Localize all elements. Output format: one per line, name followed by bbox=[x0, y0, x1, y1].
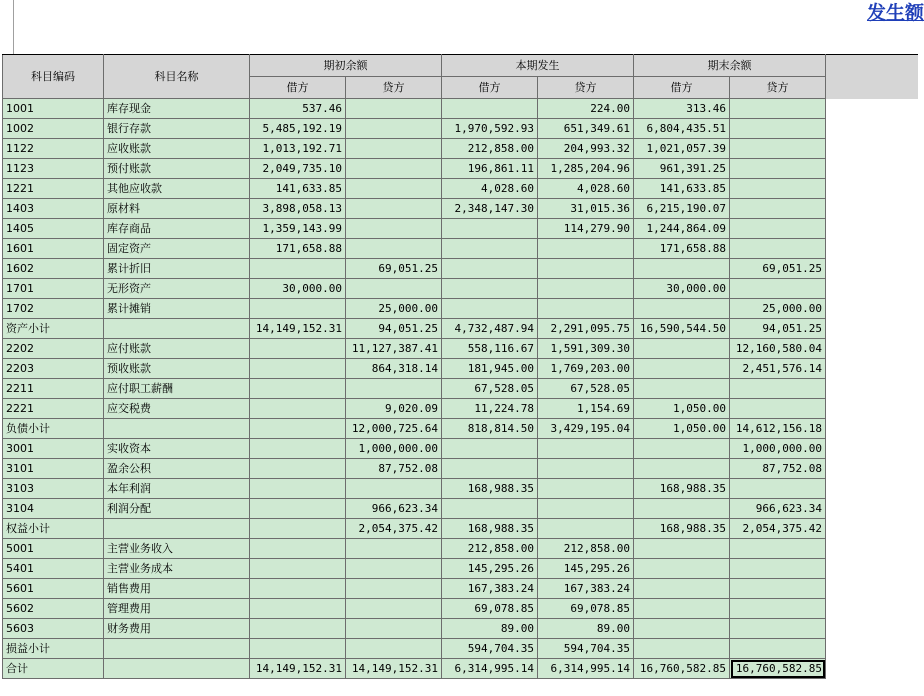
cell-period-credit[interactable]: 204,993.32 bbox=[538, 139, 634, 159]
cell-period-debit[interactable]: 89.00 bbox=[442, 619, 538, 639]
cell-closing-credit[interactable] bbox=[730, 279, 826, 299]
cell-closing-debit[interactable]: 313.46 bbox=[634, 99, 730, 119]
cell-period-debit[interactable] bbox=[442, 279, 538, 299]
cell-period-debit[interactable]: 67,528.05 bbox=[442, 379, 538, 399]
cell-opening-credit[interactable]: 87,752.08 bbox=[346, 459, 442, 479]
cell-closing-credit[interactable] bbox=[730, 619, 826, 639]
cell-opening-credit[interactable] bbox=[346, 619, 442, 639]
cell-opening-debit[interactable] bbox=[250, 519, 346, 539]
table-row[interactable] bbox=[3, 119, 826, 139]
cell-account-code[interactable]: 1123 bbox=[3, 159, 104, 179]
cell-account-name[interactable] bbox=[104, 659, 250, 679]
cell-closing-credit[interactable] bbox=[730, 579, 826, 599]
header-account-name[interactable]: 科目名称 bbox=[104, 55, 250, 99]
cell-closing-credit[interactable] bbox=[730, 599, 826, 619]
cell-account-code[interactable]: 1601 bbox=[3, 239, 104, 259]
table-row[interactable] bbox=[3, 579, 826, 599]
cell-closing-debit[interactable]: 16,590,544.50 bbox=[634, 319, 730, 339]
cell-account-name[interactable]: 银行存款 bbox=[104, 119, 250, 139]
cell-account-name[interactable]: 利润分配 bbox=[104, 499, 250, 519]
table-row[interactable] bbox=[3, 559, 826, 579]
cell-opening-debit[interactable] bbox=[250, 539, 346, 559]
cell-closing-credit[interactable]: 966,623.34 bbox=[730, 499, 826, 519]
cell-closing-credit[interactable] bbox=[730, 639, 826, 659]
cell-period-debit[interactable]: 212,858.00 bbox=[442, 539, 538, 559]
cell-opening-credit[interactable] bbox=[346, 99, 442, 119]
cell-closing-credit[interactable]: 69,051.25 bbox=[730, 259, 826, 279]
cell-account-name[interactable]: 主营业务成本 bbox=[104, 559, 250, 579]
cell-period-debit[interactable]: 196,861.11 bbox=[442, 159, 538, 179]
cell-period-debit[interactable] bbox=[442, 299, 538, 319]
table-row[interactable] bbox=[3, 639, 826, 659]
cell-closing-credit[interactable] bbox=[730, 159, 826, 179]
cell-account-code[interactable]: 5401 bbox=[3, 559, 104, 579]
cell-closing-credit[interactable]: 12,160,580.04 bbox=[730, 339, 826, 359]
cell-period-credit[interactable]: 114,279.90 bbox=[538, 219, 634, 239]
cell-opening-debit[interactable] bbox=[250, 399, 346, 419]
cell-period-debit[interactable]: 212,858.00 bbox=[442, 139, 538, 159]
cell-opening-debit[interactable] bbox=[250, 619, 346, 639]
cell-account-code[interactable]: 3103 bbox=[3, 479, 104, 499]
cell-account-name[interactable]: 应交税费 bbox=[104, 399, 250, 419]
cell-period-credit[interactable]: 3,429,195.04 bbox=[538, 419, 634, 439]
cell-opening-debit[interactable] bbox=[250, 359, 346, 379]
cell-period-credit[interactable] bbox=[538, 439, 634, 459]
cell-period-credit[interactable]: 1,285,204.96 bbox=[538, 159, 634, 179]
header-opening-balance: 期初余额 bbox=[250, 55, 442, 77]
cell-account-name[interactable]: 库存现金 bbox=[104, 99, 250, 119]
cell-account-code[interactable]: 合计 bbox=[3, 659, 104, 679]
table-row[interactable] bbox=[3, 299, 826, 319]
cell-account-code[interactable]: 2221 bbox=[3, 399, 104, 419]
cell-period-debit[interactable]: 4,028.60 bbox=[442, 179, 538, 199]
cell-opening-debit[interactable]: 14,149,152.31 bbox=[250, 319, 346, 339]
cell-opening-credit[interactable]: 94,051.25 bbox=[346, 319, 442, 339]
cell-closing-credit[interactable] bbox=[730, 479, 826, 499]
cell-opening-credit[interactable] bbox=[346, 139, 442, 159]
cell-account-code[interactable]: 1403 bbox=[3, 199, 104, 219]
cell-closing-debit[interactable]: 171,658.88 bbox=[634, 239, 730, 259]
cell-closing-debit[interactable]: 168,988.35 bbox=[634, 519, 730, 539]
cell-opening-debit[interactable] bbox=[250, 599, 346, 619]
cell-closing-credit[interactable]: 2,054,375.42 bbox=[730, 519, 826, 539]
cell-account-code[interactable]: 1701 bbox=[3, 279, 104, 299]
cell-closing-credit[interactable] bbox=[730, 379, 826, 399]
cell-opening-debit[interactable] bbox=[250, 559, 346, 579]
cell-account-name[interactable]: 销售费用 bbox=[104, 579, 250, 599]
cell-account-code[interactable]: 1221 bbox=[3, 179, 104, 199]
cell-opening-credit[interactable]: 12,000,725.64 bbox=[346, 419, 442, 439]
table-row[interactable] bbox=[3, 339, 826, 359]
cell-closing-credit[interactable] bbox=[730, 199, 826, 219]
cell-period-debit[interactable] bbox=[442, 99, 538, 119]
cell-opening-debit[interactable] bbox=[250, 459, 346, 479]
report-title-link[interactable]: 发生额 bbox=[866, 2, 924, 24]
cell-account-name[interactable]: 本年利润 bbox=[104, 479, 250, 499]
header-closing-debit[interactable]: 借方 bbox=[634, 77, 730, 99]
cell-closing-debit[interactable]: 1,021,057.39 bbox=[634, 139, 730, 159]
cell-account-name[interactable]: 应付账款 bbox=[104, 339, 250, 359]
cell-opening-credit[interactable] bbox=[346, 579, 442, 599]
cell-account-code[interactable]: 负债小计 bbox=[3, 419, 104, 439]
cell-period-debit[interactable]: 145,295.26 bbox=[442, 559, 538, 579]
cell-closing-debit[interactable] bbox=[634, 619, 730, 639]
cell-account-name[interactable]: 累计摊销 bbox=[104, 299, 250, 319]
cell-period-debit[interactable] bbox=[442, 499, 538, 519]
cell-period-debit[interactable] bbox=[442, 219, 538, 239]
cell-opening-debit[interactable] bbox=[250, 379, 346, 399]
table-row[interactable] bbox=[3, 499, 826, 519]
cell-opening-debit[interactable]: 141,633.85 bbox=[250, 179, 346, 199]
cell-closing-credit[interactable]: 1,000,000.00 bbox=[730, 439, 826, 459]
cell-period-debit[interactable]: 558,116.67 bbox=[442, 339, 538, 359]
cell-opening-debit[interactable] bbox=[250, 439, 346, 459]
cell-closing-debit[interactable] bbox=[634, 459, 730, 479]
cell-closing-credit[interactable]: 16,760,582.85 bbox=[730, 659, 826, 679]
cell-closing-debit[interactable] bbox=[634, 379, 730, 399]
table-row[interactable] bbox=[3, 359, 826, 379]
cell-account-code[interactable]: 3104 bbox=[3, 499, 104, 519]
cell-account-name[interactable] bbox=[104, 419, 250, 439]
cell-opening-credit[interactable] bbox=[346, 479, 442, 499]
cell-opening-credit[interactable] bbox=[346, 239, 442, 259]
table-row[interactable] bbox=[3, 139, 826, 159]
cell-closing-debit[interactable] bbox=[634, 299, 730, 319]
cell-account-code[interactable]: 权益小计 bbox=[3, 519, 104, 539]
cell-opening-debit[interactable]: 14,149,152.31 bbox=[250, 659, 346, 679]
header-opening-credit[interactable]: 贷方 bbox=[346, 77, 442, 99]
cell-account-name[interactable]: 固定资产 bbox=[104, 239, 250, 259]
balance-table bbox=[2, 54, 826, 679]
table-row[interactable] bbox=[3, 439, 826, 459]
cell-period-debit[interactable]: 6,314,995.14 bbox=[442, 659, 538, 679]
trial-balance-grid bbox=[2, 54, 918, 696]
cell-closing-debit[interactable] bbox=[634, 579, 730, 599]
table-row[interactable] bbox=[3, 519, 826, 539]
cell-account-code[interactable]: 资产小计 bbox=[3, 319, 104, 339]
cell-opening-debit[interactable]: 537.46 bbox=[250, 99, 346, 119]
cell-period-credit[interactable] bbox=[538, 459, 634, 479]
cell-closing-debit[interactable] bbox=[634, 559, 730, 579]
cell-period-credit[interactable]: 167,383.24 bbox=[538, 579, 634, 599]
cell-period-debit[interactable] bbox=[442, 259, 538, 279]
cell-opening-credit[interactable]: 1,000,000.00 bbox=[346, 439, 442, 459]
cell-period-debit[interactable] bbox=[442, 439, 538, 459]
header-period-debit[interactable]: 借方 bbox=[442, 77, 538, 99]
cell-opening-debit[interactable]: 1,013,192.71 bbox=[250, 139, 346, 159]
table-row[interactable] bbox=[3, 539, 826, 559]
cell-account-name[interactable] bbox=[104, 319, 250, 339]
cell-closing-credit[interactable]: 2,451,576.14 bbox=[730, 359, 826, 379]
cell-closing-debit[interactable]: 168,988.35 bbox=[634, 479, 730, 499]
cell-closing-debit[interactable]: 16,760,582.85 bbox=[634, 659, 730, 679]
cell-opening-debit[interactable]: 171,658.88 bbox=[250, 239, 346, 259]
table-row[interactable] bbox=[3, 199, 826, 219]
cell-opening-debit[interactable] bbox=[250, 479, 346, 499]
cell-account-name[interactable]: 库存商品 bbox=[104, 219, 250, 239]
table-row[interactable] bbox=[3, 419, 826, 439]
cell-period-credit[interactable]: 6,314,995.14 bbox=[538, 659, 634, 679]
cell-account-code[interactable]: 5602 bbox=[3, 599, 104, 619]
cell-opening-debit[interactable] bbox=[250, 339, 346, 359]
cell-closing-debit[interactable] bbox=[634, 599, 730, 619]
cell-account-code[interactable]: 2211 bbox=[3, 379, 104, 399]
cell-opening-credit[interactable]: 14,149,152.31 bbox=[346, 659, 442, 679]
cell-account-name[interactable]: 主营业务收入 bbox=[104, 539, 250, 559]
cell-closing-credit[interactable]: 87,752.08 bbox=[730, 459, 826, 479]
cell-closing-credit[interactable] bbox=[730, 219, 826, 239]
cell-closing-debit[interactable]: 6,804,435.51 bbox=[634, 119, 730, 139]
cell-period-credit[interactable]: 31,015.36 bbox=[538, 199, 634, 219]
cell-account-code[interactable]: 1002 bbox=[3, 119, 104, 139]
cell-period-credit[interactable] bbox=[538, 479, 634, 499]
cell-opening-debit[interactable]: 30,000.00 bbox=[250, 279, 346, 299]
cell-closing-debit[interactable]: 141,633.85 bbox=[634, 179, 730, 199]
cell-opening-debit[interactable] bbox=[250, 499, 346, 519]
cell-account-code[interactable]: 2202 bbox=[3, 339, 104, 359]
table-row[interactable] bbox=[3, 239, 826, 259]
cell-opening-credit[interactable] bbox=[346, 219, 442, 239]
cell-account-name[interactable]: 预付账款 bbox=[104, 159, 250, 179]
cell-period-debit[interactable]: 181,945.00 bbox=[442, 359, 538, 379]
cell-period-credit[interactable]: 1,769,203.00 bbox=[538, 359, 634, 379]
table-row[interactable] bbox=[3, 479, 826, 499]
cell-period-credit[interactable] bbox=[538, 519, 634, 539]
table-row[interactable] bbox=[3, 219, 826, 239]
cell-closing-debit[interactable]: 6,215,190.07 bbox=[634, 199, 730, 219]
cell-opening-credit[interactable] bbox=[346, 539, 442, 559]
table-row[interactable] bbox=[3, 599, 826, 619]
cell-closing-credit[interactable]: 14,612,156.18 bbox=[730, 419, 826, 439]
cell-period-credit[interactable] bbox=[538, 279, 634, 299]
cell-closing-credit[interactable] bbox=[730, 539, 826, 559]
table-row[interactable] bbox=[3, 379, 826, 399]
cell-period-credit[interactable] bbox=[538, 499, 634, 519]
cell-account-name[interactable]: 应收账款 bbox=[104, 139, 250, 159]
cell-account-name[interactable]: 无形资产 bbox=[104, 279, 250, 299]
cell-account-name[interactable]: 财务费用 bbox=[104, 619, 250, 639]
cell-period-debit[interactable]: 594,704.35 bbox=[442, 639, 538, 659]
cell-opening-debit[interactable]: 1,359,143.99 bbox=[250, 219, 346, 239]
cell-opening-credit[interactable]: 966,623.34 bbox=[346, 499, 442, 519]
cell-closing-credit[interactable]: 94,051.25 bbox=[730, 319, 826, 339]
cell-account-name[interactable] bbox=[104, 639, 250, 659]
cell-account-code[interactable]: 损益小计 bbox=[3, 639, 104, 659]
cell-opening-credit[interactable]: 864,318.14 bbox=[346, 359, 442, 379]
cell-opening-debit[interactable] bbox=[250, 639, 346, 659]
cell-opening-debit[interactable]: 3,898,058.13 bbox=[250, 199, 346, 219]
cell-account-code[interactable]: 1122 bbox=[3, 139, 104, 159]
cell-opening-credit[interactable] bbox=[346, 119, 442, 139]
cell-opening-credit[interactable]: 69,051.25 bbox=[346, 259, 442, 279]
cell-closing-debit[interactable]: 961,391.25 bbox=[634, 159, 730, 179]
cell-period-debit[interactable]: 168,988.35 bbox=[442, 519, 538, 539]
cell-account-code[interactable]: 5001 bbox=[3, 539, 104, 559]
cell-period-credit[interactable]: 651,349.61 bbox=[538, 119, 634, 139]
cell-period-credit[interactable]: 1,154.69 bbox=[538, 399, 634, 419]
cell-account-name[interactable]: 管理费用 bbox=[104, 599, 250, 619]
cell-closing-debit[interactable] bbox=[634, 439, 730, 459]
cell-opening-credit[interactable]: 11,127,387.41 bbox=[346, 339, 442, 359]
cell-opening-credit[interactable]: 9,020.09 bbox=[346, 399, 442, 419]
table-body bbox=[3, 99, 826, 679]
cell-opening-debit[interactable] bbox=[250, 419, 346, 439]
cell-closing-debit[interactable]: 30,000.00 bbox=[634, 279, 730, 299]
cell-period-debit[interactable]: 818,814.50 bbox=[442, 419, 538, 439]
cell-period-credit[interactable] bbox=[538, 259, 634, 279]
top-area bbox=[0, 0, 924, 54]
cell-closing-credit[interactable]: 25,000.00 bbox=[730, 299, 826, 319]
cell-opening-credit[interactable] bbox=[346, 179, 442, 199]
cell-closing-credit[interactable] bbox=[730, 239, 826, 259]
cell-account-name[interactable]: 盈余公积 bbox=[104, 459, 250, 479]
table-row[interactable] bbox=[3, 619, 826, 639]
cell-period-credit[interactable]: 67,528.05 bbox=[538, 379, 634, 399]
cell-closing-debit[interactable] bbox=[634, 639, 730, 659]
cell-period-debit[interactable]: 168,988.35 bbox=[442, 479, 538, 499]
cell-closing-debit[interactable]: 1,050.00 bbox=[634, 419, 730, 439]
header-closing-balance: 期末余额 bbox=[634, 55, 826, 77]
cell-period-debit[interactable]: 4,732,487.94 bbox=[442, 319, 538, 339]
table-row[interactable] bbox=[3, 659, 826, 679]
cell-opening-credit[interactable] bbox=[346, 639, 442, 659]
table-row[interactable] bbox=[3, 179, 826, 199]
cell-account-name[interactable]: 实收资本 bbox=[104, 439, 250, 459]
cell-period-credit[interactable]: 212,858.00 bbox=[538, 539, 634, 559]
cell-account-code[interactable]: 5601 bbox=[3, 579, 104, 599]
header-closing-credit[interactable]: 贷方 bbox=[730, 77, 826, 99]
cell-account-code[interactable]: 1001 bbox=[3, 99, 104, 119]
header-period-credit[interactable]: 贷方 bbox=[538, 77, 634, 99]
cell-closing-credit[interactable] bbox=[730, 179, 826, 199]
cell-opening-credit[interactable] bbox=[346, 379, 442, 399]
cell-opening-debit[interactable] bbox=[250, 259, 346, 279]
cell-account-name[interactable]: 预收账款 bbox=[104, 359, 250, 379]
cell-opening-debit[interactable]: 2,049,735.10 bbox=[250, 159, 346, 179]
cell-account-code[interactable]: 1405 bbox=[3, 219, 104, 239]
cell-period-debit[interactable]: 167,383.24 bbox=[442, 579, 538, 599]
cell-period-credit[interactable]: 2,291,095.75 bbox=[538, 319, 634, 339]
cell-period-credit[interactable]: 1,591,309.30 bbox=[538, 339, 634, 359]
cell-closing-debit[interactable]: 1,050.00 bbox=[634, 399, 730, 419]
table-row[interactable] bbox=[3, 159, 826, 179]
cell-period-credit[interactable] bbox=[538, 239, 634, 259]
cell-closing-debit[interactable] bbox=[634, 359, 730, 379]
cell-account-code[interactable]: 2203 bbox=[3, 359, 104, 379]
cell-period-debit[interactable] bbox=[442, 459, 538, 479]
cell-closing-debit[interactable] bbox=[634, 259, 730, 279]
cell-opening-debit[interactable]: 5,485,192.19 bbox=[250, 119, 346, 139]
cell-period-debit[interactable]: 1,970,592.93 bbox=[442, 119, 538, 139]
header-account-code[interactable]: 科目编码 bbox=[3, 55, 104, 99]
table-row[interactable] bbox=[3, 99, 826, 119]
cell-period-credit[interactable]: 89.00 bbox=[538, 619, 634, 639]
cell-closing-credit[interactable] bbox=[730, 559, 826, 579]
cell-opening-debit[interactable] bbox=[250, 579, 346, 599]
cell-period-debit[interactable] bbox=[442, 239, 538, 259]
cell-period-debit[interactable]: 11,224.78 bbox=[442, 399, 538, 419]
cell-period-debit[interactable]: 2,348,147.30 bbox=[442, 199, 538, 219]
cell-opening-credit[interactable]: 25,000.00 bbox=[346, 299, 442, 319]
cell-account-code[interactable]: 3001 bbox=[3, 439, 104, 459]
cell-opening-credit[interactable] bbox=[346, 599, 442, 619]
cell-period-debit[interactable]: 69,078.85 bbox=[442, 599, 538, 619]
cell-opening-credit[interactable] bbox=[346, 199, 442, 219]
cell-closing-credit[interactable] bbox=[730, 399, 826, 419]
cell-closing-debit[interactable]: 1,244,864.09 bbox=[634, 219, 730, 239]
cell-account-code[interactable]: 1602 bbox=[3, 259, 104, 279]
cell-closing-credit[interactable] bbox=[730, 119, 826, 139]
cell-period-credit[interactable] bbox=[538, 299, 634, 319]
table-row[interactable] bbox=[3, 259, 826, 279]
cell-period-credit[interactable]: 224.00 bbox=[538, 99, 634, 119]
cell-opening-credit[interactable] bbox=[346, 279, 442, 299]
cell-account-name[interactable]: 累计折旧 bbox=[104, 259, 250, 279]
cell-opening-credit[interactable] bbox=[346, 559, 442, 579]
table-row[interactable] bbox=[3, 279, 826, 299]
table-row[interactable] bbox=[3, 459, 826, 479]
cell-opening-credit[interactable]: 2,054,375.42 bbox=[346, 519, 442, 539]
left-strip bbox=[0, 0, 14, 54]
cell-account-code[interactable]: 3101 bbox=[3, 459, 104, 479]
cell-account-name[interactable]: 其他应收款 bbox=[104, 179, 250, 199]
cell-period-credit[interactable]: 145,295.26 bbox=[538, 559, 634, 579]
cell-opening-credit[interactable] bbox=[346, 159, 442, 179]
header-period-activity: 本期发生 bbox=[442, 55, 634, 77]
cell-closing-debit[interactable] bbox=[634, 539, 730, 559]
cell-period-credit[interactable]: 69,078.85 bbox=[538, 599, 634, 619]
cell-account-code[interactable]: 5603 bbox=[3, 619, 104, 639]
cell-account-name[interactable] bbox=[104, 519, 250, 539]
header-opening-debit[interactable]: 借方 bbox=[250, 77, 346, 99]
cell-period-credit[interactable]: 4,028.60 bbox=[538, 179, 634, 199]
cell-account-name[interactable]: 原材料 bbox=[104, 199, 250, 219]
table-row[interactable] bbox=[3, 399, 826, 419]
cell-account-name[interactable]: 应付职工薪酬 bbox=[104, 379, 250, 399]
cell-account-code[interactable]: 1702 bbox=[3, 299, 104, 319]
cell-opening-debit[interactable] bbox=[250, 299, 346, 319]
cell-closing-debit[interactable] bbox=[634, 339, 730, 359]
cell-closing-credit[interactable] bbox=[730, 99, 826, 119]
cell-closing-debit[interactable] bbox=[634, 499, 730, 519]
cell-period-credit[interactable]: 594,704.35 bbox=[538, 639, 634, 659]
table-row[interactable] bbox=[3, 319, 826, 339]
cell-closing-credit[interactable] bbox=[730, 139, 826, 159]
